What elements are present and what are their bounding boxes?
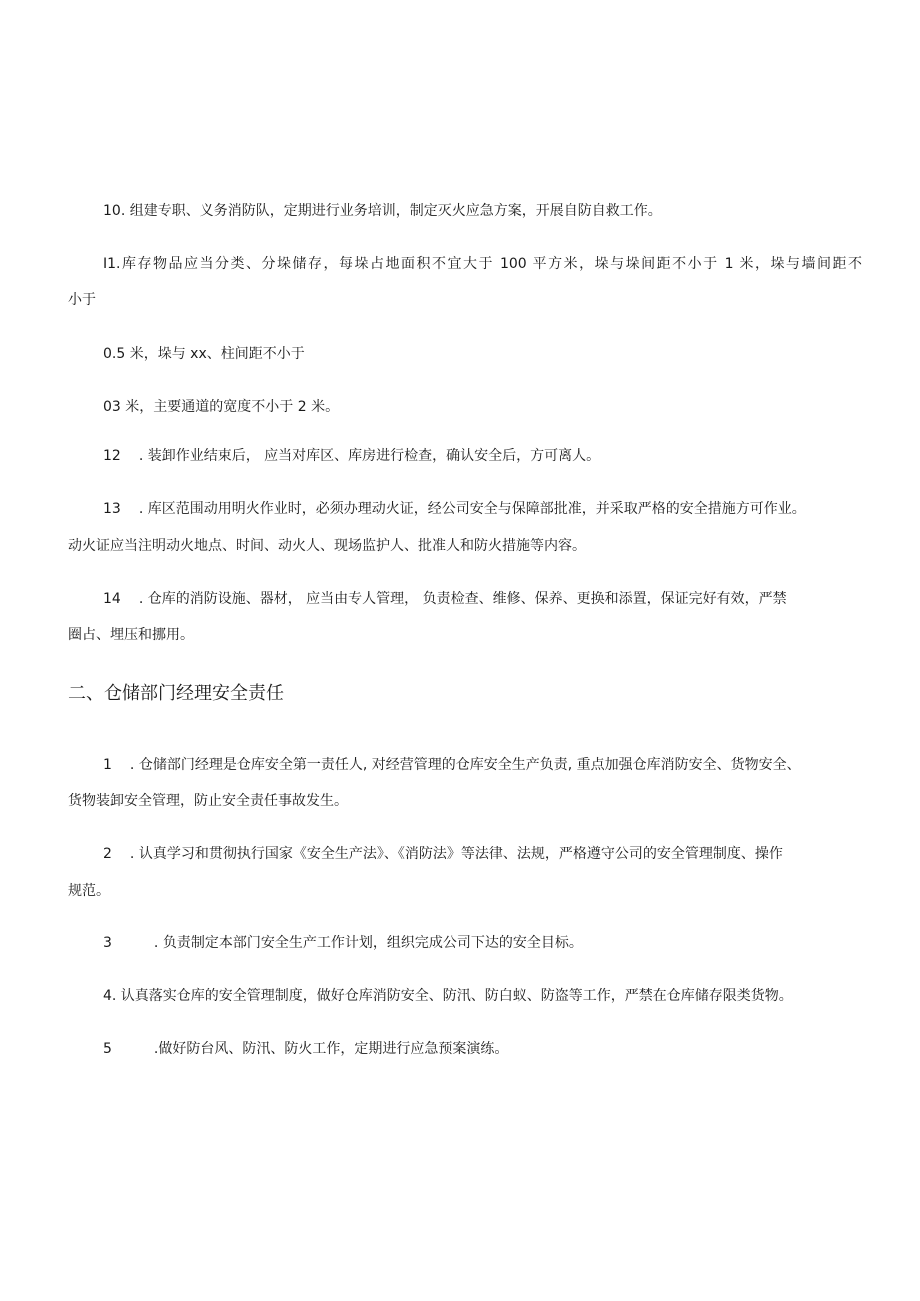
s2-item-5 (103, 1039, 862, 1059)
s2-item-1-line2: 货物装卸安全管理，防止安全责任事故发生。 (68, 793, 348, 809)
item-12-text: . 装卸作业结束后， 应当对库区、库房进行检查，确认安全后，方可离人。 (138, 448, 601, 464)
s2-item-3-text: . 负责制定本部门安全生产工作计划，组织完成公司下达的安全目标。 (153, 935, 583, 951)
section-2-title: 二、仓储部门经理安全责任 (68, 683, 284, 704)
item-11-line3: 0.5 米，垛与 xx、柱间距不小于 (103, 346, 305, 362)
item-11-line1: I1.库存物品应当分类、分垛储存，每垛占地面积不宜大于 100 平方米，垛与垛间距不小于 1 米，垛与墙间距不 (103, 256, 862, 272)
item-14-line2: 圈占、埋压和挪用。 (68, 627, 194, 643)
s2-item-2-number: 2 (103, 846, 112, 862)
s2-item-1-line1 (103, 755, 862, 775)
item-14-line1 (103, 589, 862, 609)
s2-item-5-number: 5 (103, 1041, 112, 1057)
item-14-text: . 仓库的消防设施、器材， 应当由专人管理， 负责检查、维修、保养、更换和添置，保证完好有效，严禁 (138, 591, 787, 607)
item-13-line1 (103, 499, 862, 519)
item-10: 10. 组建专职、义务消防队，定期进行业务培训，制定灭火应急方案，开展自防自救工作。 (103, 203, 662, 219)
item-12-number: 12 (103, 448, 121, 464)
item-13-number: 13 (103, 501, 121, 517)
s2-item-2-line2: 规范。 (68, 883, 110, 899)
s2-item-1-number: 1 (103, 757, 112, 773)
s2-item-2-line1 (103, 844, 862, 864)
s2-item-4: 4. 认真落实仓库的安全管理制度，做好仓库消防安全、防汛、防白蚁、防盗等工作，严禁在仓库储存限类货物。 (103, 988, 793, 1004)
s2-item-2-text: . 认真学习和贯彻执行国家《安全生产法》、《消防法》等法律、法规，严格遵守公司的安全管理制度、操作 (129, 846, 783, 862)
s2-item-1-text: . 仓储部门经理是仓库安全第一责任人, 对经营管理的仓库安全生产负责, 重点加强仓库消防安全、货物安全、 (129, 757, 801, 773)
s2-item-5-text: .做好防台风、防汛、防火工作，定期进行应急预案演练。 (153, 1041, 509, 1057)
s2-item-3-number: 3 (103, 935, 112, 951)
item-13-line2: 动火证应当注明动火地点、时间、动火人、现场监护人、批准人和防火措施等内容。 (68, 538, 586, 554)
s2-item-3 (103, 933, 862, 953)
item-14-number: 14 (103, 591, 121, 607)
item-11-line4: 03 米，主要通道的宽度不小于 2 米。 (103, 399, 340, 415)
item-12 (103, 446, 862, 466)
item-11-line2: 小于 (68, 292, 96, 308)
item-13-text: . 库区范围动用明火作业时，必须办理动火证，经公司安全与保障部批准，并采取严格的安全措施方可作业。 (138, 501, 806, 517)
